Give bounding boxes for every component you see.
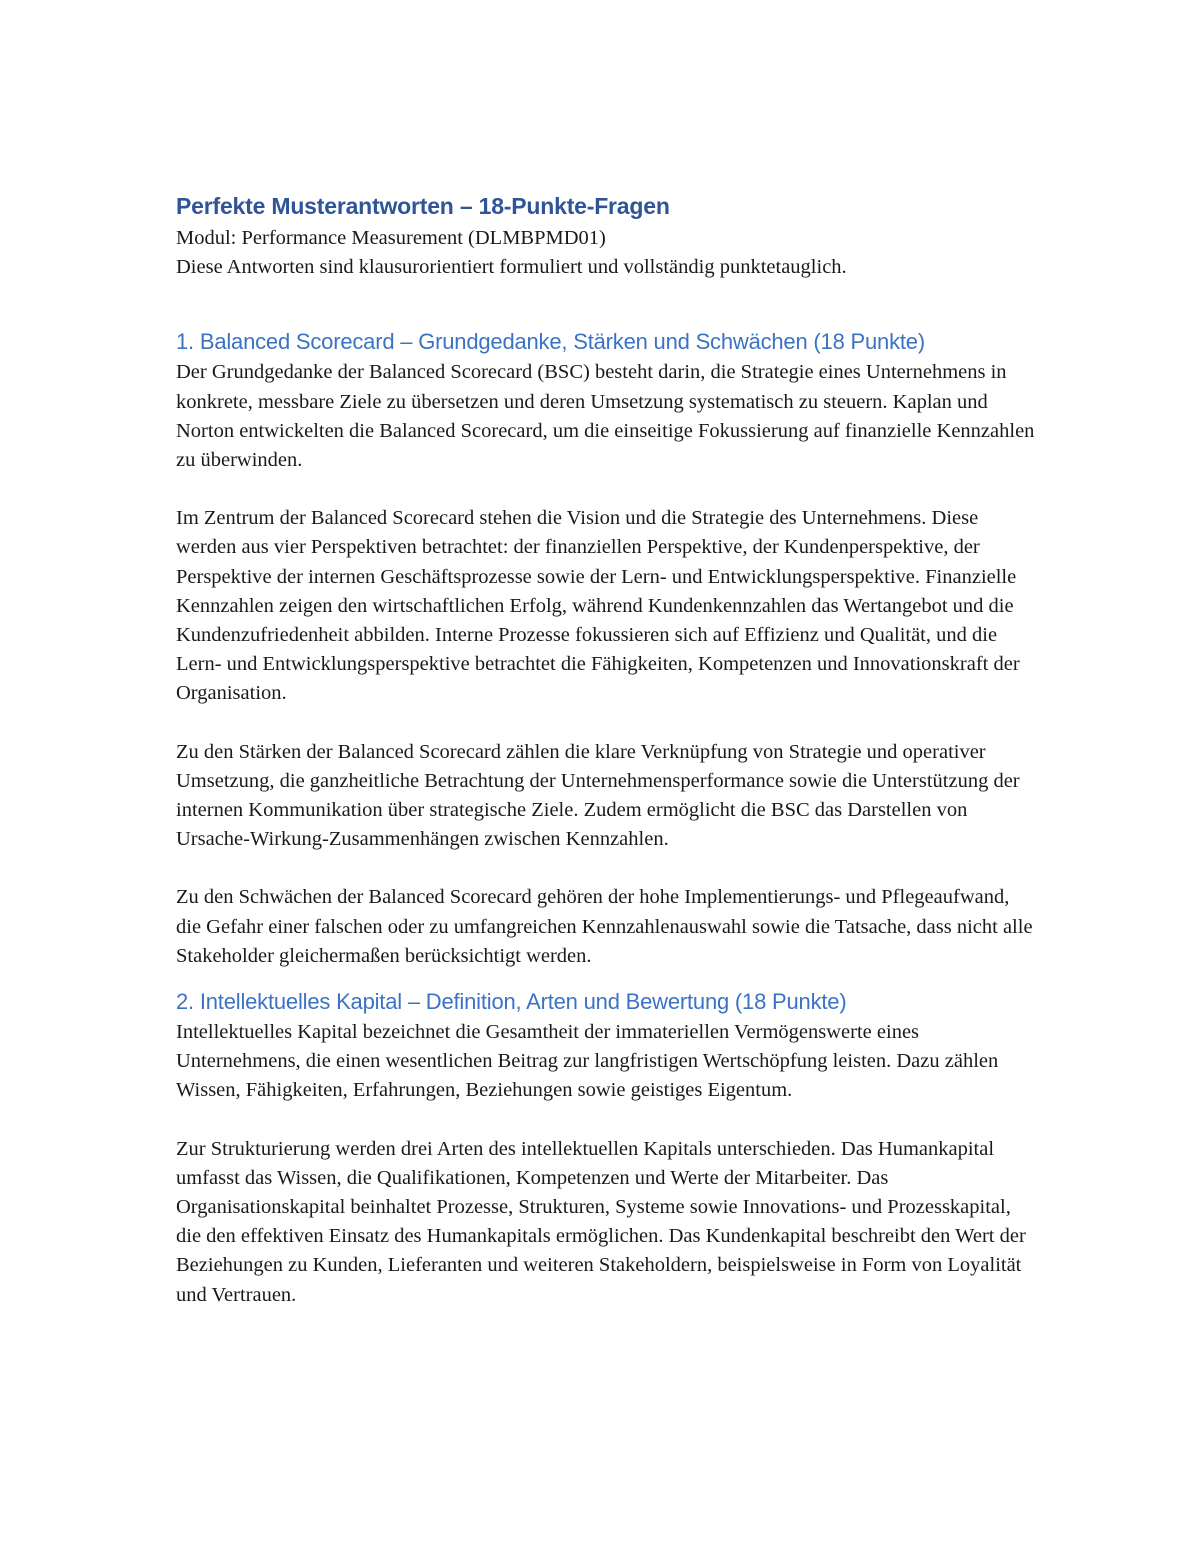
paragraph: Zur Strukturierung werden drei Arten des intellektuellen Kapitals unterschieden. Das Humankapital umfasst das Wissen, die Qualifikationen, Kompetenzen und Werte der Mitarbeiter. Das Organisationskapital beinhaltet Prozesse, Strukturen, Systeme sowie Innovations- und Prozesskapital, die den effektiven Einsatz des Humankapitals ermöglichen. Das Kundenkapital beschreibt den Wert der Beziehungen zu Kunden, Lieferanten und weiteren Stakeholdern, beispielsweise in Form von Loyalität und Vertrauen. (176, 1137, 1026, 1306)
module-line: Modul: Performance Measurement (DLMBPMD01) (176, 227, 606, 249)
intro-line: Diese Antworten sind klausurorientiert formuliert und vollständig punktetauglich. (176, 256, 847, 279)
paragraph: Zu den Stärken der Balanced Scorecard zählen die klare Verknüpfung von Strategie und operativer Umsetzung, die ganzheitliche Betrachtung der Unternehmensperformance sowie die Unterstützung der internen Kommunikation über strategische Ziele. Zudem ermöglicht die BSC das Darstellen von Ursache-Wirkung-Zusammenhängen zwischen Kennzahlen. (176, 740, 1020, 851)
paragraph: Intellektuelles Kapital bezeichnet die Gesamtheit der immateriellen Vermögenswerte eines Unternehmens, die einen wesentlichen Beitrag zur langfristigen Wertschöpfung leisten. Dazu zählen Wissen, Fähigkeiten, Erfahrungen, Beziehungen sowie geistiges Eigentum. (176, 1021, 999, 1102)
section-heading: 1. Balanced Scorecard – Grundgedanke, Stärken und Schwächen (18 Punkte) (176, 329, 925, 355)
document-title: Perfekte Musterantworten – 18-Punkte-Fragen (176, 193, 670, 219)
section-balanced-scorecard (176, 326, 1036, 971)
paragraph: Im Zentrum der Balanced Scorecard stehen die Vision und die Strategie des Unternehmens. Diese werden aus vier Perspektiven betrachtet: der finanziellen Perspektive, der Kundenperspektive, der Perspektive der internen Geschäftsprozesse sowie der Lern- und Entwicklungsperspektive. Finanzielle Kennzahlen zeigen den wirtschaftlichen Erfolg, während Kundenkennzahlen das Wertangebot und die Kundenzufriedenheit abbilden. Interne Prozesse fokussieren sich auf Effizienz und Qualität, und die Lern- und Entwicklungsperspektive betrachtet die Fähigkeiten, Kompetenzen und Innovationskraft der Organisation. (176, 507, 1020, 705)
paragraph: Der Grundgedanke der Balanced Scorecard (BSC) besteht darin, die Strategie eines Unternehmens in konkrete, messbare Ziele zu übersetzen und deren Umsetzung systematisch zu steuern. Kaplan und Norton entwickelten die Balanced Scorecard, um die einseitige Fokussierung auf finanzielle Kennzahlen zu überwinden. (176, 361, 1035, 472)
paragraph: Zu den Schwächen der Balanced Scorecard gehören der hohe Implementierungs- und Pflegeaufwand, die Gefahr einer falschen oder zu umfangreichen Kennzahlenauswahl sowie die Tatsache, dass nicht alle Stakeholder gleichermaßen berücksichtigt werden. (176, 886, 1033, 967)
section-intellectual-capital (176, 986, 1036, 1310)
section-heading: 2. Intellektuelles Kapital – Definition, Arten und Bewertung (18 Punkte) (176, 989, 847, 1015)
document-body (176, 190, 1036, 1310)
